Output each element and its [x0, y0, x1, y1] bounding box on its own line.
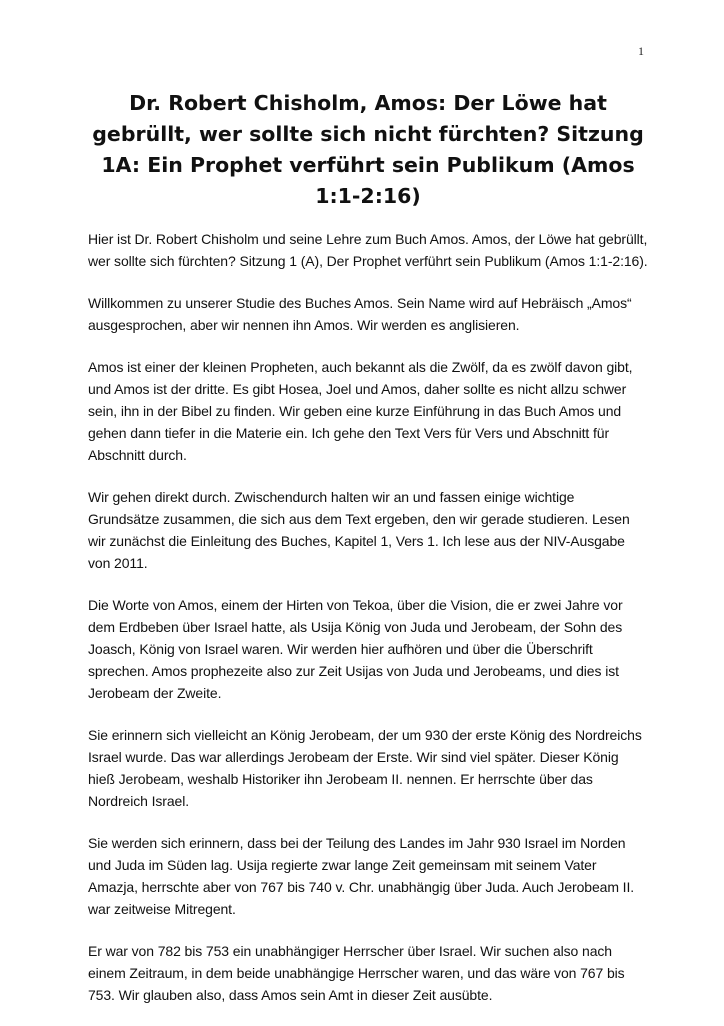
paragraph-2: Willkommen zu unserer Studie des Buches Amos. Sein Name wird auf Hebräisch „Amos“ ausgesprochen, aber wir nennen ihn Amos. Wir werden es anglisieren.	[88, 295, 632, 333]
document-title: Dr. Robert Chisholm, Amos: Der Löwe hat gebrüllt, wer sollte sich nicht fürchten? Sitzung 1A: Ein Prophet verführt sein Publikum (Amos 1:1-2:16)	[92, 91, 644, 208]
paragraph-7: Sie werden sich erinnern, dass bei der Teilung des Landes im Jahr 930 Israel im Norden und Juda im Süden lag. Usija regierte zwar lange Zeit gemeinsam mit seinem Vater Amazja, herrschte aber von 767 bis 740 v. Chr. unabhängig über Juda. Auch Jerobeam II. war zeitweise Mitregent.	[88, 835, 635, 917]
paragraph-1: Hier ist Dr. Robert Chisholm und seine Lehre zum Buch Amos. Amos, der Löwe hat gebrüllt, wer sollte sich fürchten? Sitzung 1 (A), Der Prophet verführt sein Publikum (Amos 1:1-2:16).	[88, 231, 648, 269]
paragraph-8: Er war von 782 bis 753 ein unabhängiger Herrscher über Israel. Wir suchen also nach einem Zeitraum, in dem beide unabhängige Herrscher waren, und das wäre von 767 bis 753. Wir glauben also, dass Amos sein Amt in dieser Zeit ausübte.	[88, 943, 625, 1003]
paragraph-6: Sie erinnern sich vielleicht an König Jerobeam, der um 930 der erste König des Nordreichs Israel wurde. Das war allerdings Jerobeam der Erste. Wir sind viel später. Dieser König hieß Jerobeam, weshalb Historiker ihn Jerobeam II. nennen. Er herrschte über das Nordreich Israel.	[88, 727, 642, 809]
paragraph-4: Wir gehen direkt durch. Zwischendurch halten wir an und fassen einige wichtige Grundsätze zusammen, die sich aus dem Text ergeben, den wir gerade studieren. Lesen wir zunächst die Einleitung des Buches, Kapitel 1, Vers 1. Ich lese aus der NIV-Ausgabe von 2011.	[88, 489, 630, 571]
document-body	[88, 88, 648, 1026]
paragraph-3: Amos ist einer der kleinen Propheten, auch bekannt als die Zwölf, da es zwölf davon gibt, und Amos ist der dritte. Es gibt Hosea, Joel und Amos, daher sollte es nicht allzu schwer sein, ihn in der Bibel zu finden. Wir geben eine kurze Einführung in das Buch Amos und gehen dann tiefer in die Materie ein. Ich gehe den Text Vers für Vers und Abschnitt für Abschnitt durch.	[88, 359, 633, 463]
page-number: 1	[638, 44, 644, 58]
paragraph-5: Die Worte von Amos, einem der Hirten von Tekoa, über die Vision, die er zwei Jahre vor dem Erdbeben über Israel hatte, als Usija König von Juda und Jerobeam, der Sohn des Joasch, König von Israel waren. Wir werden hier aufhören und über die Überschrift sprechen. Amos prophezeite also zur Zeit Usijas von Juda und Jerobeams, und dies ist Jerobeam der Zweite.	[88, 597, 623, 701]
